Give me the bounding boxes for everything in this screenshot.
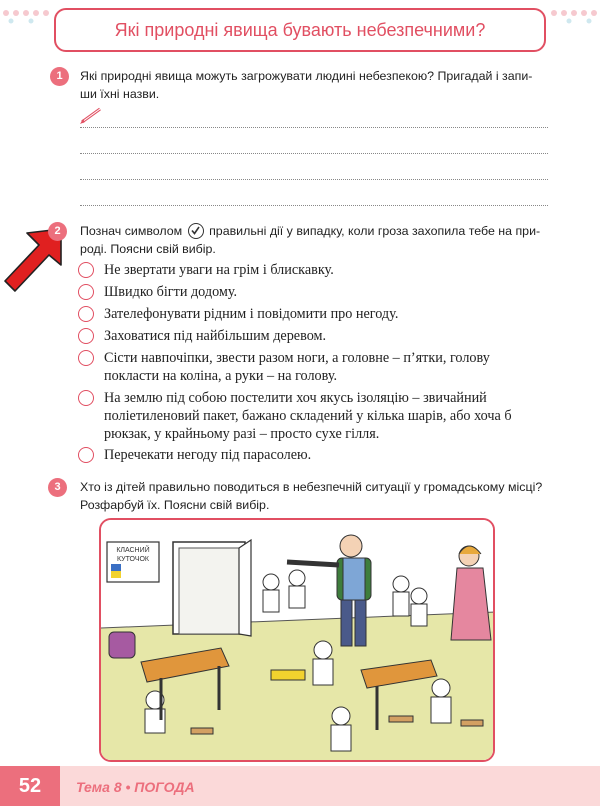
- task1-text-line1: Які природні явища можуть загрожувати людині небезпекою? Пригадай і запи-: [80, 69, 533, 83]
- task1-text-line2: ши їхні назви.: [80, 87, 160, 101]
- option-checkbox[interactable]: [78, 284, 94, 300]
- option-checkbox[interactable]: [78, 262, 94, 278]
- option-checkbox[interactable]: [78, 328, 94, 344]
- answer-line[interactable]: [80, 205, 548, 206]
- option-label: На землю під собою постелити хоч якусь ізоляцію – звичайний: [104, 390, 487, 406]
- option-checkbox[interactable]: [78, 350, 94, 366]
- pencil-icon: [80, 106, 106, 124]
- option-label: Сісти навпочіпки, звести разом ноги, а головне – п’ятки, голову: [104, 350, 490, 366]
- task-number-badge: 1: [50, 67, 69, 86]
- answer-line[interactable]: [80, 153, 548, 154]
- task2-text-line1: [80, 222, 540, 240]
- answer-line[interactable]: [80, 127, 548, 128]
- page-number: 52: [0, 766, 60, 806]
- task2-text-part-b: правильні дії у випадку, коли гроза захопила тебе на при-: [209, 224, 541, 238]
- option-label: Зателефонувати рідним і повідомити про негоду.: [104, 306, 399, 322]
- task-number-badge: 2: [48, 222, 67, 241]
- option-label: Швидко бігти додому.: [104, 284, 238, 300]
- classroom-scene: [101, 520, 495, 762]
- task-number-badge: 3: [48, 478, 67, 497]
- option-label: Заховатися під найбільшим деревом.: [104, 328, 327, 344]
- class-corner-sign: [107, 542, 159, 582]
- classroom-illustration[interactable]: [99, 518, 495, 762]
- check-circle-icon: [188, 223, 204, 239]
- task2-text-part-a: Познач символом: [80, 224, 183, 238]
- footer-topic: Тема 8 • ПОГОДА: [76, 779, 195, 795]
- task2-text-line2: роді. Поясни свій вибір.: [80, 242, 216, 256]
- option-checkbox[interactable]: [78, 306, 94, 322]
- title-box: [54, 8, 546, 52]
- task3-text-line1: Хто із дітей правильно поводиться в небезпечній ситуації у громадському місці?: [80, 480, 543, 494]
- option-label: рюкзак, у крайньому разі – просто сухе гілля.: [104, 426, 380, 442]
- option-label: поліетиленовий пакет, бажано складений у кілька шарів, або хоча б: [104, 408, 512, 424]
- page-title: Які природні явища бувають небезпечними?: [114, 20, 486, 40]
- svg-text:КУТОЧОК: КУТОЧОК: [116, 556, 150, 563]
- option-label: Перечекати негоду під парасолею.: [104, 447, 312, 463]
- option-label: Не звертати уваги на грім і блискавку.: [104, 262, 334, 278]
- option-label: покласти на коліна, а руки – на голову.: [104, 368, 338, 384]
- option-checkbox[interactable]: [78, 447, 94, 463]
- task3-text-line2: Розфарбуй їх. Поясни свій вибір.: [80, 498, 270, 512]
- answer-line[interactable]: [80, 179, 548, 180]
- option-checkbox[interactable]: [78, 390, 94, 406]
- svg-text:КЛАСНИЙ: КЛАСНИЙ: [116, 547, 150, 554]
